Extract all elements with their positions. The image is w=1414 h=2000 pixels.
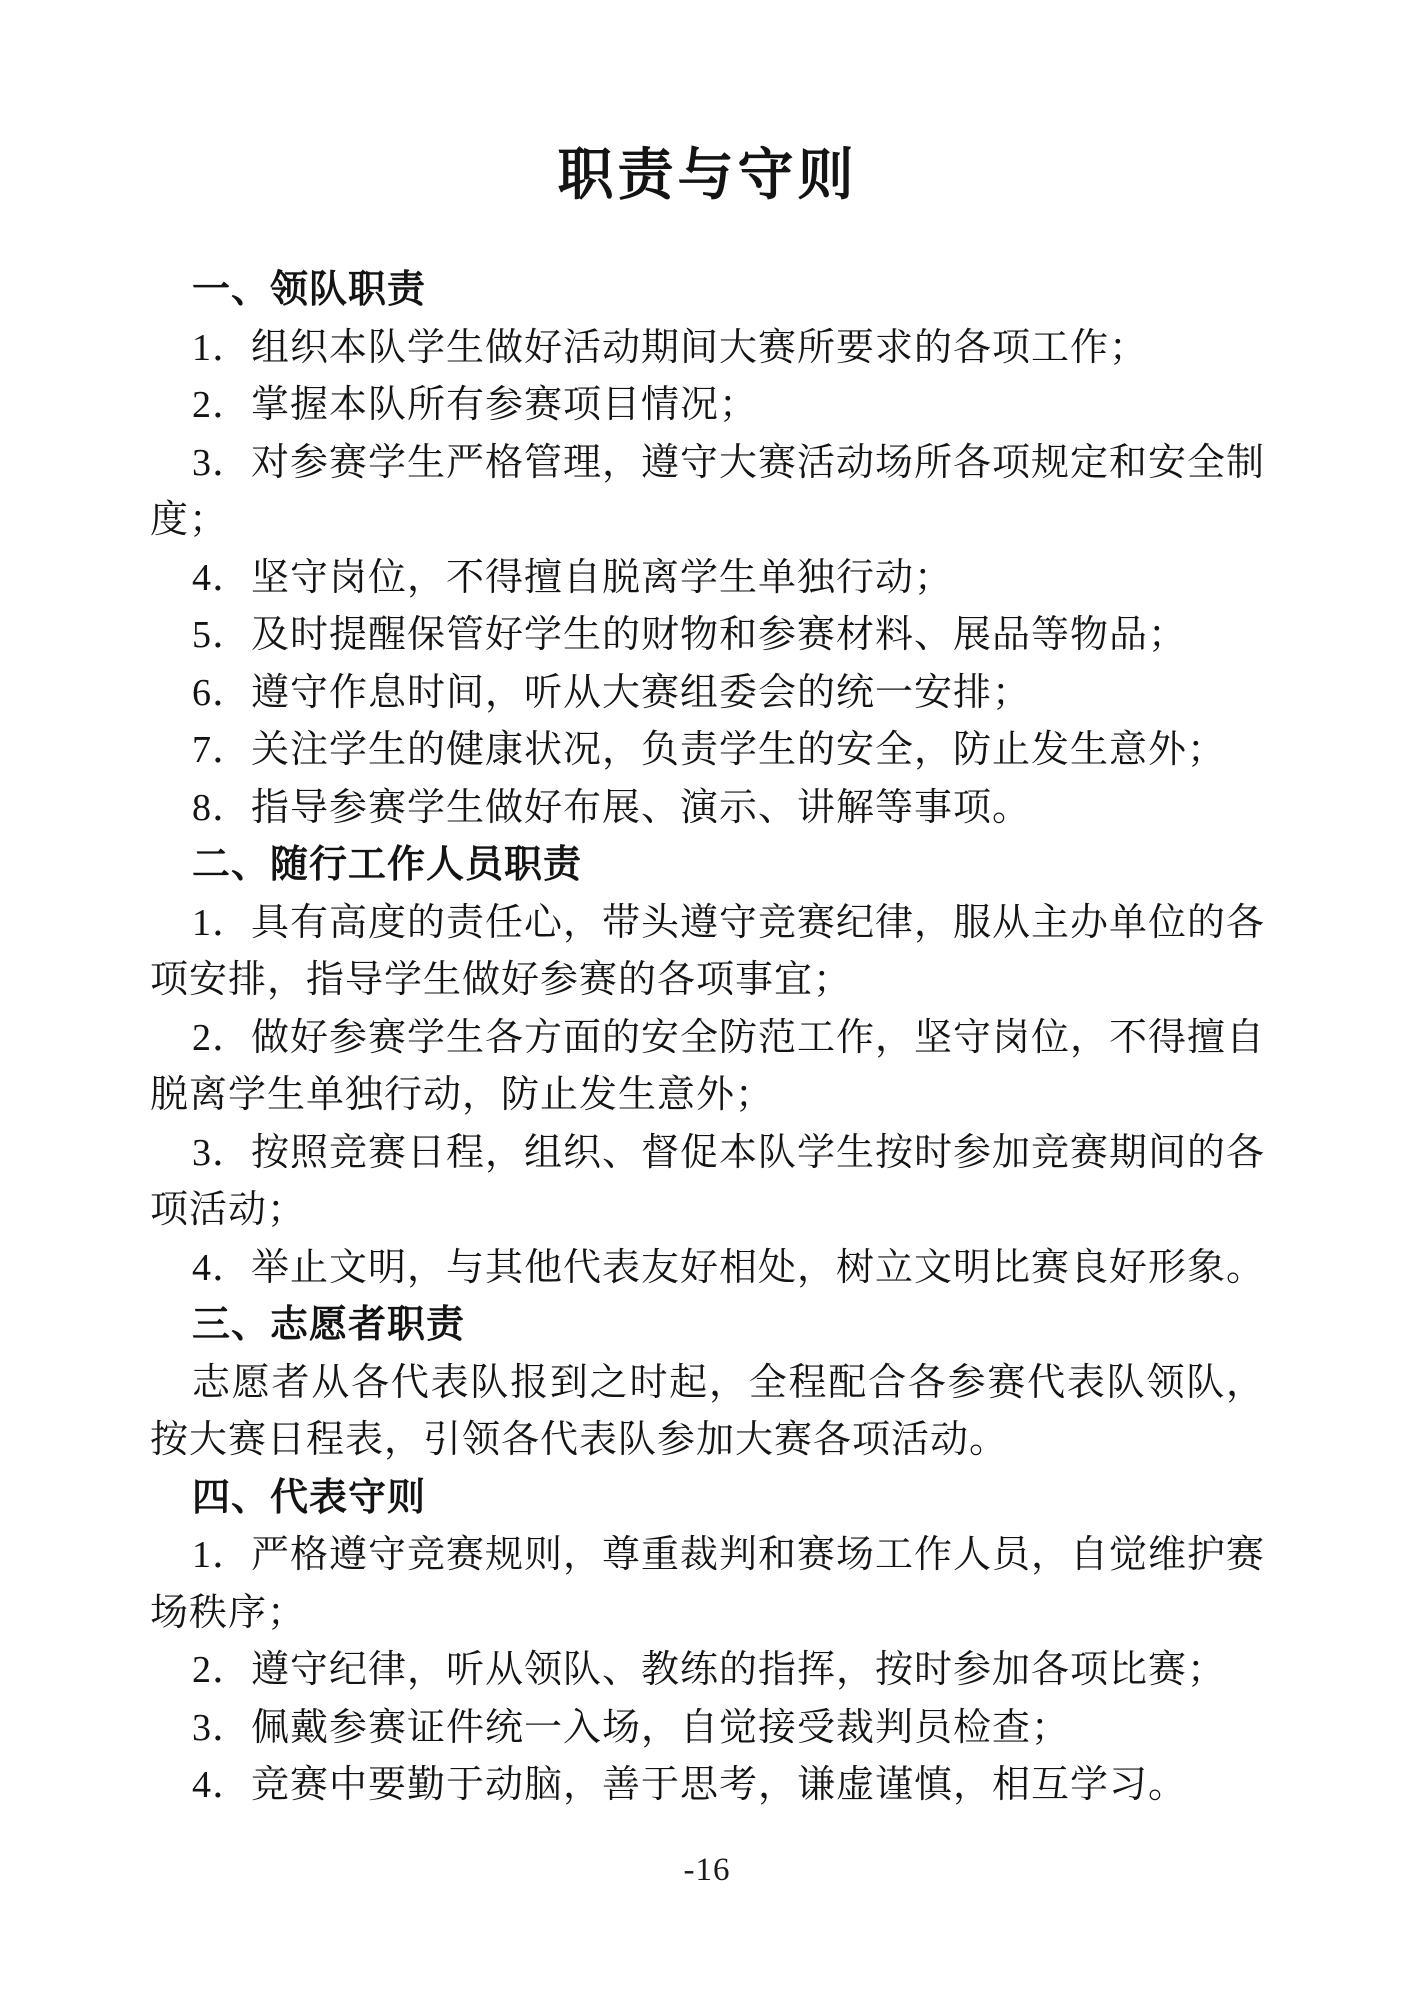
list-item: 2．做好参赛学生各方面的安全防范工作，坚守岗位，不得擅自脱离学生单独行动，防止发生意外；: [150, 1016, 1266, 1116]
list-item: 3．按照竞赛日程，组织、督促本队学生按时参加竞赛期间的各项活动；: [150, 1131, 1266, 1231]
paragraph: 志愿者从各代表队报到之时起，全程配合各参赛代表队领队，按大赛日程表，引领各代表队参加大赛各项活动。: [150, 1361, 1265, 1461]
list-item: 6．遵守作息时间，听从大赛组委会的统一安排；: [192, 671, 1032, 714]
list-item: 3．对参赛学生严格管理，遵守大赛活动场所各项规定和安全制度；: [150, 441, 1266, 541]
list-item: 4．竞赛中要勤于动脑，善于思考，谦虚谨慎，相互学习。: [192, 1764, 1188, 1806]
list-item: 1．具有高度的责任心，带头遵守竞赛纪律，服从主办单位的各项安排，指导学生做好参赛的各项事宜；: [150, 901, 1266, 1001]
list-item: 8．指导参赛学生做好布展、演示、讲解等事项。: [192, 786, 1032, 829]
list-item: 4．坚守岗位，不得擅自脱离学生单独行动；: [192, 556, 954, 599]
list-item: 2．掌握本队所有参赛项目情况；: [192, 384, 759, 426]
list-item: 7．关注学生的健康状况，负责学生的安全，防止发生意外；: [192, 729, 1227, 771]
list-item: 3．佩戴参赛证件统一入场，自觉接受裁判员检查；: [192, 1706, 1071, 1749]
page-number: -16: [683, 1852, 731, 1888]
section-heading-3: 三、志愿者职责: [192, 1304, 466, 1346]
page-title: 职责与守则: [557, 145, 858, 207]
list-item: 4．举止文明，与其他代表友好相处，树立文明比赛良好形象。: [192, 1246, 1266, 1289]
document-body: [150, 262, 1265, 1815]
section-heading-1: 一、领队职责: [192, 269, 427, 311]
list-item: 5．及时提醒保管好学生的财物和参赛材料、展品等物品；: [192, 614, 1188, 656]
section-heading-2: 二、随行工作人员职责: [192, 844, 583, 886]
list-item: 1．组织本队学生做好活动期间大赛所要求的各项工作；: [192, 326, 1149, 369]
section-heading-4: 四、代表守则: [192, 1476, 427, 1519]
list-item: 1．严格遵守竞赛规则，尊重裁判和赛场工作人员，自觉维护赛场秩序；: [150, 1534, 1266, 1634]
list-item: 2．遵守纪律，听从领队、教练的指挥，按时参加各项比赛；: [192, 1649, 1227, 1691]
